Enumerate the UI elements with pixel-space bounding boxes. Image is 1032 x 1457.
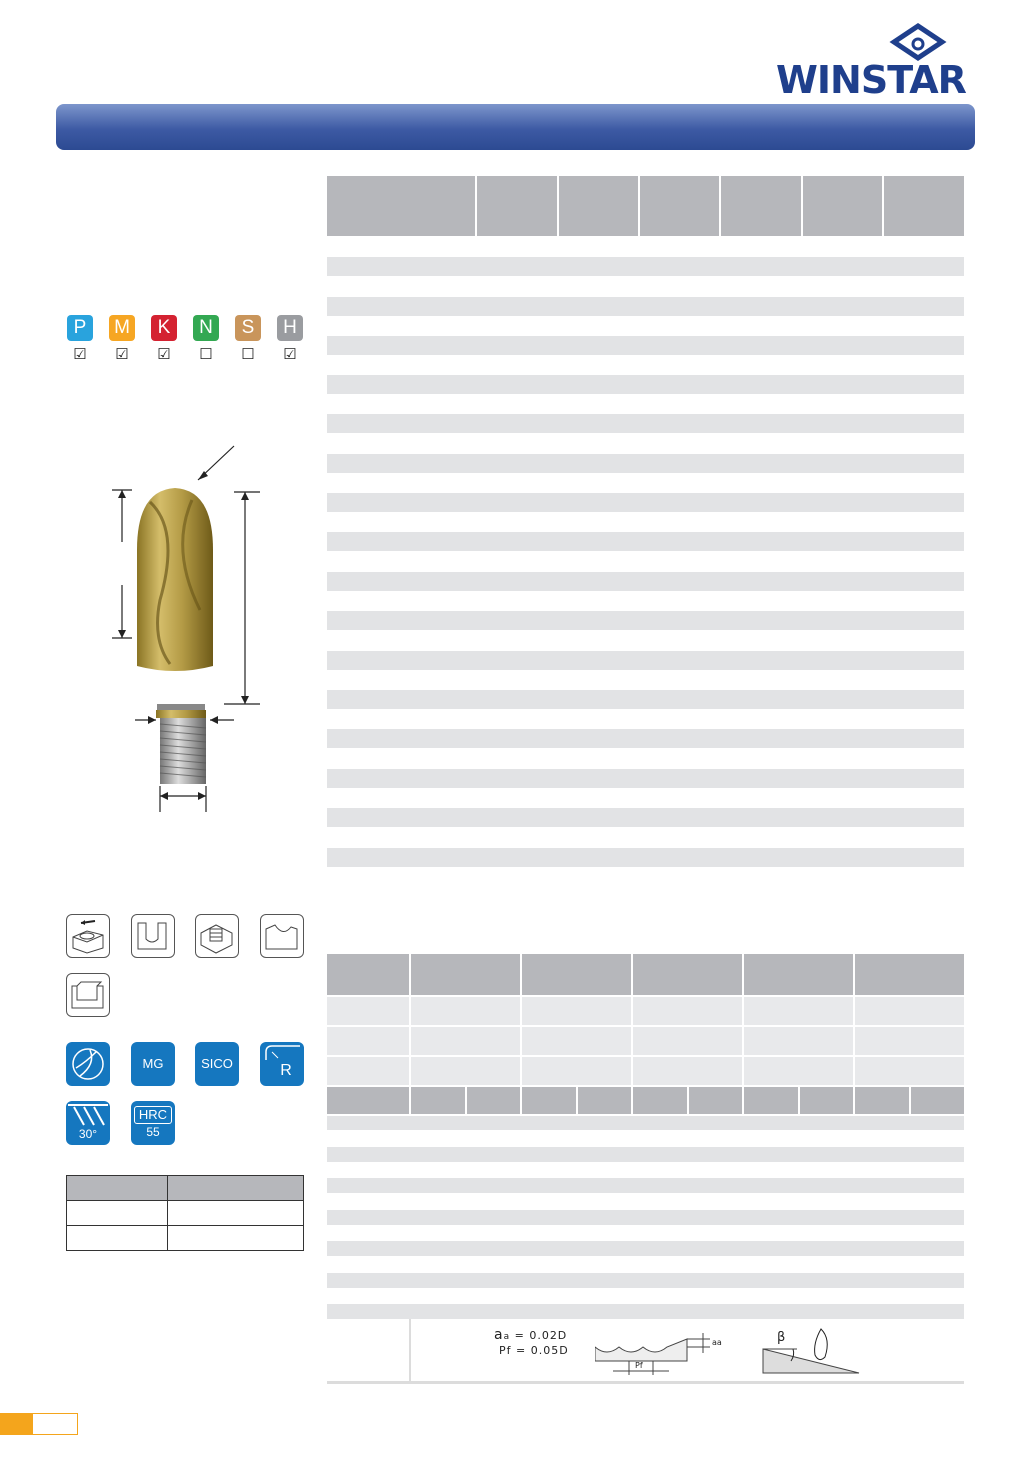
- tolerance-header-row: [67, 1176, 304, 1201]
- iso-badge-h: H: [277, 315, 303, 341]
- beta-label: β: [777, 1330, 786, 1345]
- spec-row: [327, 690, 964, 709]
- spec-row: [327, 336, 964, 355]
- spec-row: [327, 454, 964, 473]
- side-milling-icon: [66, 973, 110, 1017]
- tolerance-row: [67, 1226, 304, 1251]
- cutting-label-cell: [327, 1027, 409, 1055]
- spec-header-cell: [477, 176, 557, 236]
- cutting-cell: [744, 1057, 853, 1085]
- spec-row: [327, 532, 964, 551]
- spec-header-cell: [884, 176, 964, 236]
- tolerance-cell: [168, 1201, 304, 1226]
- tolerance-cell: [168, 1226, 304, 1251]
- ball-nose-profile-icon: [66, 1042, 110, 1086]
- tolerance-cell: [67, 1226, 168, 1251]
- cutting-cell: [633, 997, 742, 1025]
- cutting-subheader-cell: [467, 1087, 520, 1114]
- spec-row: [327, 297, 964, 316]
- cutting-cell: [411, 997, 520, 1025]
- iso-badge-m: M: [109, 315, 135, 341]
- cutting-cell: [633, 1027, 742, 1055]
- cutting-cell: [855, 997, 964, 1025]
- cutting-row: [327, 1210, 964, 1225]
- spec-row: [327, 375, 964, 394]
- cutting-cell: [411, 1057, 520, 1085]
- cutting-header-cell: [522, 954, 631, 995]
- cutting-subheader-cell: [689, 1087, 742, 1114]
- cutting-label-cell: [327, 997, 409, 1025]
- iso-badge-n: N: [193, 315, 219, 341]
- cutting-subheader-cell: [522, 1087, 576, 1114]
- cutting-subheader-cell: [800, 1087, 853, 1114]
- cutting-subheader-cell: [411, 1087, 465, 1114]
- brand-name: WINSTAR: [776, 58, 966, 102]
- title-banner: [56, 104, 975, 150]
- tolerance-table: [66, 1175, 304, 1251]
- ball-nose-tool-image: [100, 440, 280, 815]
- iso-badge-k: K: [151, 315, 177, 341]
- formula-pf: Pf = 0.05D: [499, 1344, 569, 1357]
- cutting-label-cell: [327, 1057, 409, 1085]
- spec-row: [327, 651, 964, 670]
- spec-row: [327, 493, 964, 512]
- iso-check-h: ☑: [283, 346, 297, 363]
- cutting-row: [327, 1116, 964, 1130]
- helix-angle-icon: [66, 1101, 110, 1145]
- spec-row: [327, 611, 964, 630]
- spec-row: [327, 808, 964, 827]
- scallop-diagram: [595, 1323, 725, 1379]
- cutting-cell: [411, 1027, 520, 1055]
- iso-check-k: ☑: [157, 346, 171, 363]
- spec-header-cell: [803, 176, 882, 236]
- cutting-subheader-cell: [327, 1087, 409, 1114]
- cutting-cell: [744, 1027, 853, 1055]
- iso-badge-s: S: [235, 315, 261, 341]
- cutting-cell: [522, 1057, 631, 1085]
- cutting-cell: [855, 1027, 964, 1055]
- tolerance-row: [67, 1201, 304, 1226]
- cutting-cell: [744, 997, 853, 1025]
- cutting-row: [327, 1147, 964, 1162]
- cutting-cell: [855, 1057, 964, 1085]
- pocket-icon: [195, 914, 239, 958]
- iso-badge-p: P: [67, 315, 93, 341]
- cutting-row: [327, 1304, 964, 1319]
- helix-angle-label: 30°: [78, 1127, 98, 1141]
- spec-row: [327, 257, 964, 276]
- radius-label: R: [280, 1062, 292, 1079]
- diagram-pf-label: Pf: [635, 1361, 643, 1370]
- winstar-logo: [770, 22, 980, 100]
- spec-header-cell: [327, 176, 475, 236]
- cutting-row: [327, 1273, 964, 1288]
- iso-check-s: ☐: [241, 346, 255, 363]
- tolerance-cell: [67, 1201, 168, 1226]
- iso-check-n: ☐: [199, 346, 213, 363]
- tolerance-header-cell: [168, 1176, 304, 1201]
- cutting-subheader-cell: [578, 1087, 631, 1114]
- cutting-subheader-cell: [911, 1087, 964, 1114]
- spec-header-cell: [640, 176, 719, 236]
- spec-header-cell: [721, 176, 801, 236]
- cutting-cell: [633, 1057, 742, 1085]
- cutting-header-cell: [744, 954, 853, 995]
- cutting-subheader-cell: [744, 1087, 798, 1114]
- page-number-tab: [0, 1413, 76, 1435]
- sico-coating-icon: SICO: [195, 1042, 239, 1086]
- cutting-subheader-cell: [855, 1087, 909, 1114]
- tolerance-header-cell: [67, 1176, 168, 1201]
- cutting-header-cell: [411, 954, 520, 995]
- diagram-aa-label: aa: [712, 1338, 722, 1347]
- mg-grade-icon: MG: [131, 1042, 175, 1086]
- hrc-value: 55: [146, 1125, 160, 1139]
- spec-row: [327, 414, 964, 433]
- spec-header-cell: [559, 176, 638, 236]
- cutting-cell: [522, 1027, 631, 1055]
- cutting-row: [327, 1241, 964, 1256]
- ramp-angle-diagram: [759, 1323, 869, 1379]
- slotting-icon: [131, 914, 175, 958]
- cutting-subheader-cell: [633, 1087, 687, 1114]
- iso-check-p: ☑: [73, 346, 87, 363]
- tool-head: [137, 488, 213, 671]
- hrc-hardness-icon: [131, 1101, 175, 1145]
- corner-radius-icon: [260, 1042, 304, 1086]
- cutting-formula-row: [327, 1319, 964, 1384]
- spec-row: [327, 848, 964, 867]
- spec-row: [327, 769, 964, 788]
- spec-row: [327, 729, 964, 748]
- cutting-header-cell: [633, 954, 742, 995]
- spec-row: [327, 572, 964, 591]
- cutting-row: [327, 1178, 964, 1193]
- cutting-header-cell: [855, 954, 964, 995]
- contour-milling-icon: [260, 914, 304, 958]
- formula-aa: aa = 0.02D: [494, 1327, 568, 1343]
- iso-check-m: ☑: [115, 346, 129, 363]
- face-milling-icon: [66, 914, 110, 958]
- cutting-header-cell: [327, 954, 409, 995]
- cutting-cell: [522, 997, 631, 1025]
- hrc-label: HRC: [134, 1106, 172, 1124]
- logo-diamond-icon: [770, 22, 980, 62]
